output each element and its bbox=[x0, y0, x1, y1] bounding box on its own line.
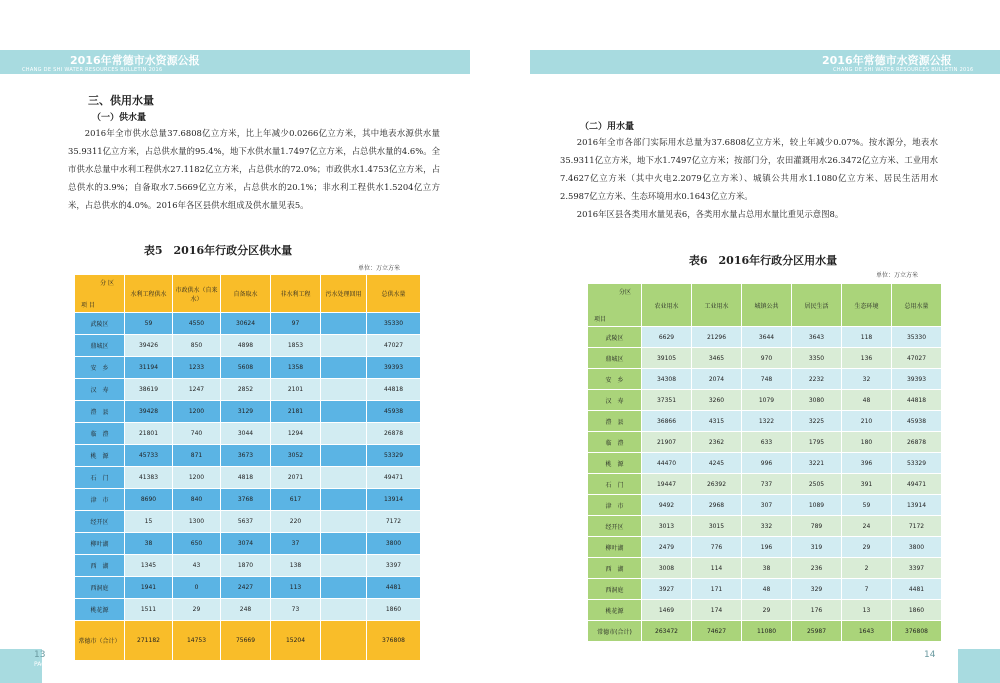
table6-row-name: 武陵区 bbox=[588, 327, 642, 348]
table6-row bbox=[588, 579, 942, 600]
table5-cell bbox=[321, 577, 367, 599]
table6-cell: 7 bbox=[842, 579, 892, 600]
table6-cell: 2 bbox=[842, 558, 892, 579]
table6-cell: 776 bbox=[692, 537, 742, 558]
table5-row-name: 武陵区 bbox=[75, 313, 125, 335]
table6-cell: 180 bbox=[842, 432, 892, 453]
table6-cell: 38 bbox=[742, 558, 792, 579]
right-header-subtitle: CHANG DE SHI WATER RESOURCES BULLETIN 2016 bbox=[833, 67, 974, 73]
table6-cell: 9492 bbox=[642, 495, 692, 516]
table5-cell: 2852 bbox=[221, 379, 271, 401]
table6-cell: 1860 bbox=[892, 600, 942, 621]
table6-total-name: 常德市(合计) bbox=[588, 621, 642, 642]
table5-cell bbox=[321, 401, 367, 423]
table5-row bbox=[75, 599, 421, 621]
table5-cell: 1853 bbox=[271, 335, 321, 357]
table5-row-name: 柳叶湖 bbox=[75, 533, 125, 555]
table5-cell: 1345 bbox=[125, 555, 173, 577]
table6-cell: 3225 bbox=[792, 411, 842, 432]
table6-cell: 396 bbox=[842, 453, 892, 474]
table5-cell: 1200 bbox=[173, 401, 221, 423]
table6-row bbox=[588, 369, 942, 390]
table6-cell: 236 bbox=[792, 558, 842, 579]
table6-cell: 176 bbox=[792, 600, 842, 621]
table5-cell bbox=[321, 511, 367, 533]
table5-cell: 2071 bbox=[271, 467, 321, 489]
table5-cell: 35330 bbox=[367, 313, 421, 335]
table6-cell: 1079 bbox=[742, 390, 792, 411]
table5-title: 表5 2016年行政分区供水量 bbox=[143, 244, 293, 257]
table5-unit: 单位：万立方米 bbox=[358, 265, 401, 272]
table5-cell: 39393 bbox=[367, 357, 421, 379]
table5-row-name: 汉 寿 bbox=[75, 379, 125, 401]
table5-row bbox=[75, 555, 421, 577]
table5-cell: 113 bbox=[271, 577, 321, 599]
table5-cell: 3074 bbox=[221, 533, 271, 555]
table5-cell: 73 bbox=[271, 599, 321, 621]
table6-row-name: 临 澧 bbox=[588, 432, 642, 453]
table6-total-cell: 74627 bbox=[692, 621, 742, 642]
table5-row-name: 鼎城区 bbox=[75, 335, 125, 357]
table6-cell: 29 bbox=[842, 537, 892, 558]
table6-cell: 13914 bbox=[892, 495, 942, 516]
table5-corner-top: 分 区 bbox=[100, 280, 114, 287]
table6-cell: 114 bbox=[692, 558, 742, 579]
table6-cell: 4245 bbox=[692, 453, 742, 474]
table5-row-name: 临 澧 bbox=[75, 423, 125, 445]
table5-cell: 5608 bbox=[221, 357, 271, 379]
table5-col-header: 非水利工程 bbox=[271, 275, 321, 313]
table6-cell: 210 bbox=[842, 411, 892, 432]
table6-cell: 1089 bbox=[792, 495, 842, 516]
table6-cell: 391 bbox=[842, 474, 892, 495]
table6-cell: 2505 bbox=[792, 474, 842, 495]
table5-cell: 59 bbox=[125, 313, 173, 335]
table6-cell: 21907 bbox=[642, 432, 692, 453]
table6-cell: 3221 bbox=[792, 453, 842, 474]
table6-cell: 2479 bbox=[642, 537, 692, 558]
table6-cell: 6629 bbox=[642, 327, 692, 348]
table5-cell: 38619 bbox=[125, 379, 173, 401]
table6-cell: 13 bbox=[842, 600, 892, 621]
table5-cell: 15 bbox=[125, 511, 173, 533]
table5-row bbox=[75, 533, 421, 555]
table6-row bbox=[588, 474, 942, 495]
table6-cell: 32 bbox=[842, 369, 892, 390]
table5-cell: 3129 bbox=[221, 401, 271, 423]
table6-cell: 118 bbox=[842, 327, 892, 348]
table5-cell: 53329 bbox=[367, 445, 421, 467]
table5-cell: 5637 bbox=[221, 511, 271, 533]
table5-row bbox=[75, 467, 421, 489]
table6-cell: 737 bbox=[742, 474, 792, 495]
left-page-label: PAGE bbox=[34, 661, 50, 668]
table6-cell: 329 bbox=[792, 579, 842, 600]
table5-cell: 44818 bbox=[367, 379, 421, 401]
table6-cell: 44470 bbox=[642, 453, 692, 474]
table5-cell: 45938 bbox=[367, 401, 421, 423]
usage-paragraph: 2016年区县各类用水量见表6，各类用水量占总用水量比重见示意图8。 bbox=[576, 209, 844, 219]
table5-cell: 39428 bbox=[125, 401, 173, 423]
table5-cell: 13914 bbox=[367, 489, 421, 511]
table6-cell: 39393 bbox=[892, 369, 942, 390]
table6-row bbox=[588, 600, 942, 621]
table5-cell: 617 bbox=[271, 489, 321, 511]
table6-corner-top: 分区 bbox=[618, 289, 631, 296]
table6-row bbox=[588, 390, 942, 411]
left-header-subtitle: CHANG DE SHI WATER RESOURCES BULLETIN 2016 bbox=[22, 67, 163, 73]
table5-cell: 8690 bbox=[125, 489, 173, 511]
table6-row-name: 桃 源 bbox=[588, 453, 642, 474]
table6-total-cell: 263472 bbox=[642, 621, 692, 642]
table5-cell: 2101 bbox=[271, 379, 321, 401]
table5-total-cell bbox=[321, 621, 367, 661]
table5-corner-bottom: 项 目 bbox=[81, 302, 95, 309]
supply-paragraph: 2016年全市供水总量37.6808亿立方米，比上年减少0.0266亿立方米，其中地表水源供水量35.9311亿立方米，占总供水量的95.4%，地下水供水量1.7497亿立方米，占总供水量的4.6%。全市供水总量中水利工程供水27.1182亿立方米，占总供水的72.0%；市政供水1.4753亿立方米，占总供水的3.9%；自备取水7.5669亿立方米，占总供水的20.1%；非水利工程供水1.5204亿立方米，占总供水的4.0%。2016年各区县供水组成及供水量见表5。 bbox=[68, 128, 440, 210]
table5-cell: 1233 bbox=[173, 357, 221, 379]
table5-cell bbox=[321, 379, 367, 401]
table6-col-header: 农业用水 bbox=[642, 284, 692, 327]
table6-cell: 1469 bbox=[642, 600, 692, 621]
table5-cell: 4818 bbox=[221, 467, 271, 489]
table6-cell: 26878 bbox=[892, 432, 942, 453]
table6-cell: 29 bbox=[742, 600, 792, 621]
table5-cell: 1511 bbox=[125, 599, 173, 621]
usage-subsection-title: （二）用水量 bbox=[580, 122, 635, 132]
table6-cell: 36866 bbox=[642, 411, 692, 432]
table5-cell: 30624 bbox=[221, 313, 271, 335]
table6-col-header: 生态环境 bbox=[842, 284, 892, 327]
table5-cell: 3397 bbox=[367, 555, 421, 577]
table6-row-name: 汉 寿 bbox=[588, 390, 642, 411]
table5-cell bbox=[321, 489, 367, 511]
table6-row-name: 津 市 bbox=[588, 495, 642, 516]
table5-row bbox=[75, 313, 421, 335]
table6-title: 表6 2016年行政分区用水量 bbox=[688, 254, 838, 267]
table5-row bbox=[75, 401, 421, 423]
table5-cell bbox=[321, 313, 367, 335]
table5-cell: 3768 bbox=[221, 489, 271, 511]
table6-cell: 53329 bbox=[892, 453, 942, 474]
table5-row-name: 澧 县 bbox=[75, 401, 125, 423]
table6-col-header: 居民生活 bbox=[792, 284, 842, 327]
table6-row-name: 经开区 bbox=[588, 516, 642, 537]
table5-cell bbox=[321, 357, 367, 379]
table5-row-name: 西洞庭 bbox=[75, 577, 125, 599]
table5-cell: 49471 bbox=[367, 467, 421, 489]
table6-cell: 59 bbox=[842, 495, 892, 516]
table6-cell: 1795 bbox=[792, 432, 842, 453]
table6-row-name: 西洞庭 bbox=[588, 579, 642, 600]
table5-total-cell: 271182 bbox=[125, 621, 173, 661]
table5-cell: 1300 bbox=[173, 511, 221, 533]
table5-cell bbox=[321, 467, 367, 489]
table6-total-cell: 25987 bbox=[792, 621, 842, 642]
table5-cell: 43 bbox=[173, 555, 221, 577]
table5-row-name: 西 湖 bbox=[75, 555, 125, 577]
table6-cell: 45938 bbox=[892, 411, 942, 432]
table6-row bbox=[588, 495, 942, 516]
table5-row bbox=[75, 423, 421, 445]
table6-cell: 3350 bbox=[792, 348, 842, 369]
table6-corner-bottom: 项目 bbox=[594, 316, 607, 323]
table5-cell: 3052 bbox=[271, 445, 321, 467]
table5-col-header: 市政供水（自来水） bbox=[173, 275, 221, 313]
table5-cell: 1860 bbox=[367, 599, 421, 621]
table5-cell: 45733 bbox=[125, 445, 173, 467]
table5-cell bbox=[321, 335, 367, 357]
table6-total-cell: 376808 bbox=[892, 621, 942, 642]
table5-cell: 3044 bbox=[221, 423, 271, 445]
left-header-title: 2016年常德市水资源公报 bbox=[70, 54, 200, 67]
table5-total-cell: 75669 bbox=[221, 621, 271, 661]
table6-cell: 35330 bbox=[892, 327, 942, 348]
table5-cell: 2181 bbox=[271, 401, 321, 423]
table6-row-name: 安 乡 bbox=[588, 369, 642, 390]
supply-paragraphs bbox=[68, 124, 440, 214]
table5-row bbox=[75, 379, 421, 401]
table6-cell: 3927 bbox=[642, 579, 692, 600]
table6-cell: 2362 bbox=[692, 432, 742, 453]
table6-row-name: 石 门 bbox=[588, 474, 642, 495]
supply-subsection-title: （一）供水量 bbox=[92, 113, 147, 123]
table6-col-header: 总用水量 bbox=[892, 284, 942, 327]
table6-row bbox=[588, 411, 942, 432]
table6-cell: 49471 bbox=[892, 474, 942, 495]
table6-row-name: 柳叶湖 bbox=[588, 537, 642, 558]
right-page-number: 14 bbox=[924, 650, 936, 660]
table5-row bbox=[75, 357, 421, 379]
table6-cell: 332 bbox=[742, 516, 792, 537]
table5-cell: 38 bbox=[125, 533, 173, 555]
table5-cell: 1247 bbox=[173, 379, 221, 401]
table6-row-name: 鼎城区 bbox=[588, 348, 642, 369]
table5-cell: 47027 bbox=[367, 335, 421, 357]
table6-total-cell: 1643 bbox=[842, 621, 892, 642]
table5-cell: 4898 bbox=[221, 335, 271, 357]
table6-cell: 174 bbox=[692, 600, 742, 621]
table5-row bbox=[75, 445, 421, 467]
table6-cell: 34308 bbox=[642, 369, 692, 390]
table6-cell: 47027 bbox=[892, 348, 942, 369]
table6-cell: 136 bbox=[842, 348, 892, 369]
table5-cell: 21801 bbox=[125, 423, 173, 445]
table6-cell: 24 bbox=[842, 516, 892, 537]
table5-cell: 2427 bbox=[221, 577, 271, 599]
table6-row-name: 桃花源 bbox=[588, 600, 642, 621]
table5-cell bbox=[321, 423, 367, 445]
table6-cell: 39105 bbox=[642, 348, 692, 369]
table5-col-header: 水利工程供水 bbox=[125, 275, 173, 313]
table6-col-header: 城镇公共 bbox=[742, 284, 792, 327]
table6-cell: 19447 bbox=[642, 474, 692, 495]
table6-cell: 4315 bbox=[692, 411, 742, 432]
table6-cell: 3643 bbox=[792, 327, 842, 348]
table5-row-name: 石 门 bbox=[75, 467, 125, 489]
table5-cell: 740 bbox=[173, 423, 221, 445]
table6-cell: 3260 bbox=[692, 390, 742, 411]
table6-cell: 3015 bbox=[692, 516, 742, 537]
table5-row-name: 桃 源 bbox=[75, 445, 125, 467]
table6-row bbox=[588, 432, 942, 453]
table6-cell: 3397 bbox=[892, 558, 942, 579]
table5-cell: 31194 bbox=[125, 357, 173, 379]
table6-cell: 748 bbox=[742, 369, 792, 390]
table6-col-header: 工业用水 bbox=[692, 284, 742, 327]
section-title: 三、供用水量 bbox=[88, 94, 154, 107]
table6-total-row bbox=[588, 621, 942, 642]
table5-cell: 1870 bbox=[221, 555, 271, 577]
table6-cell: 2074 bbox=[692, 369, 742, 390]
table6-cell: 2968 bbox=[692, 495, 742, 516]
table6-corner-cell bbox=[588, 284, 642, 327]
table6-cell: 970 bbox=[742, 348, 792, 369]
table5-col-header: 污水处理回用 bbox=[321, 275, 367, 313]
table6-cell: 7172 bbox=[892, 516, 942, 537]
table5-cell: 4550 bbox=[173, 313, 221, 335]
table5-corner-cell bbox=[75, 275, 125, 313]
table6-cell: 48 bbox=[842, 390, 892, 411]
right-header-title: 2016年常德市水资源公报 bbox=[822, 54, 952, 67]
table5-cell: 1941 bbox=[125, 577, 173, 599]
table6-cell: 996 bbox=[742, 453, 792, 474]
table6-cell: 3080 bbox=[792, 390, 842, 411]
table5-cell: 26878 bbox=[367, 423, 421, 445]
table5-row-name: 津 市 bbox=[75, 489, 125, 511]
table5-cell: 840 bbox=[173, 489, 221, 511]
table6-cell: 26392 bbox=[692, 474, 742, 495]
table5-cell: 29 bbox=[173, 599, 221, 621]
table5-col-header: 自备取水 bbox=[221, 275, 271, 313]
table6-cell: 789 bbox=[792, 516, 842, 537]
table6-cell: 319 bbox=[792, 537, 842, 558]
table5-row bbox=[75, 489, 421, 511]
table6-cell: 21296 bbox=[692, 327, 742, 348]
table6-row bbox=[588, 348, 942, 369]
table5-cell: 37 bbox=[271, 533, 321, 555]
table5-col-header: 总供水量 bbox=[367, 275, 421, 313]
table5-cell: 1294 bbox=[271, 423, 321, 445]
table6-row bbox=[588, 453, 942, 474]
table6-cell: 3013 bbox=[642, 516, 692, 537]
table5-cell: 3800 bbox=[367, 533, 421, 555]
table5-cell: 39426 bbox=[125, 335, 173, 357]
right-page-label: PAGE bbox=[920, 661, 936, 668]
table6-unit: 单位：万立方米 bbox=[876, 272, 919, 279]
table5-cell: 7172 bbox=[367, 511, 421, 533]
table5-cell bbox=[321, 445, 367, 467]
table5-cell: 3673 bbox=[221, 445, 271, 467]
table5-cell: 871 bbox=[173, 445, 221, 467]
table6-row bbox=[588, 537, 942, 558]
table6-cell: 1322 bbox=[742, 411, 792, 432]
table5-total-cell: 14753 bbox=[173, 621, 221, 661]
table5-cell: 1200 bbox=[173, 467, 221, 489]
table5-row bbox=[75, 577, 421, 599]
left-page-number: 13 bbox=[34, 650, 46, 660]
table5-cell: 220 bbox=[271, 511, 321, 533]
table5-supply bbox=[74, 274, 421, 661]
table6-cell: 44818 bbox=[892, 390, 942, 411]
table5-row-name: 安 乡 bbox=[75, 357, 125, 379]
usage-paragraphs bbox=[560, 133, 938, 223]
table6-row bbox=[588, 516, 942, 537]
table5-cell bbox=[321, 555, 367, 577]
table5-cell: 850 bbox=[173, 335, 221, 357]
table5-total-name: 常德市（合计） bbox=[75, 621, 125, 661]
table5-cell: 650 bbox=[173, 533, 221, 555]
table6-usage bbox=[587, 283, 942, 642]
table5-cell bbox=[321, 533, 367, 555]
table6-row-name: 西 湖 bbox=[588, 558, 642, 579]
table5-cell bbox=[321, 599, 367, 621]
table6-cell: 3008 bbox=[642, 558, 692, 579]
table5-row bbox=[75, 335, 421, 357]
table6-cell: 3644 bbox=[742, 327, 792, 348]
table6-row-name: 澧 县 bbox=[588, 411, 642, 432]
table5-cell: 0 bbox=[173, 577, 221, 599]
table5-cell: 138 bbox=[271, 555, 321, 577]
table6-cell: 196 bbox=[742, 537, 792, 558]
table6-cell: 4481 bbox=[892, 579, 942, 600]
usage-paragraph: 2016年全市各部门实际用水总量为37.6808亿立方米，较上年减少0.07%。按水源分，地表水35.9311亿立方米，地下水1.7497亿立方米；按部门分，农田灌溉用水26.3472亿立方米、工业用水7.4627亿立方米（其中火电2.2079亿立方米）、城镇公共用水1.1080亿立方米、居民生活用水2.5987亿立方米、生态环境用水0.1643亿立方米。 bbox=[560, 137, 938, 201]
table6-cell: 48 bbox=[742, 579, 792, 600]
table6-cell: 37351 bbox=[642, 390, 692, 411]
table5-cell: 1358 bbox=[271, 357, 321, 379]
table5-cell: 248 bbox=[221, 599, 271, 621]
table6-cell: 3465 bbox=[692, 348, 742, 369]
table6-row bbox=[588, 327, 942, 348]
table5-cell: 97 bbox=[271, 313, 321, 335]
table6-total-cell: 11080 bbox=[742, 621, 792, 642]
table6-cell: 2232 bbox=[792, 369, 842, 390]
table6-cell: 633 bbox=[742, 432, 792, 453]
table5-row-name: 经开区 bbox=[75, 511, 125, 533]
right-page-tab bbox=[958, 649, 1000, 683]
table6-row bbox=[588, 558, 942, 579]
table6-cell: 3800 bbox=[892, 537, 942, 558]
table5-total-cell: 376808 bbox=[367, 621, 421, 661]
table5-cell: 41383 bbox=[125, 467, 173, 489]
table5-total-cell: 15204 bbox=[271, 621, 321, 661]
table6-cell: 171 bbox=[692, 579, 742, 600]
table5-cell: 4481 bbox=[367, 577, 421, 599]
table5-row-name: 桃花源 bbox=[75, 599, 125, 621]
table6-cell: 307 bbox=[742, 495, 792, 516]
table5-total-row bbox=[75, 621, 421, 661]
table5-row bbox=[75, 511, 421, 533]
